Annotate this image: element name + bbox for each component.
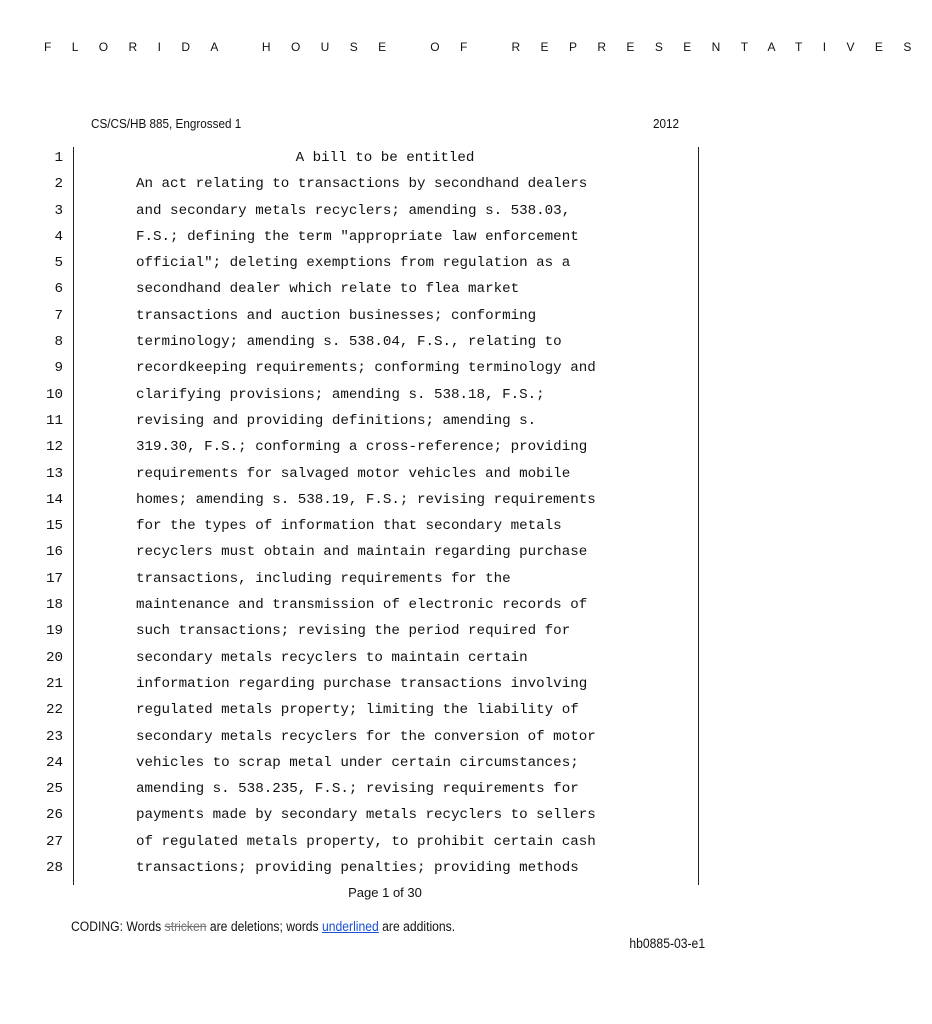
bill-line bbox=[0, 776, 770, 802]
line-number: 1 bbox=[54, 150, 63, 166]
line-text: clarifying provisions; amending s. 538.18, F.S.; bbox=[136, 386, 545, 403]
bill-line bbox=[0, 855, 770, 881]
bill-line bbox=[0, 566, 770, 592]
line-text: homes; amending s. 538.19, F.S.; revising requirements bbox=[136, 491, 596, 508]
line-text: official"; deleting exemptions from regulation as a bbox=[136, 255, 571, 272]
line-text: transactions, including requirements for the bbox=[136, 570, 511, 587]
coding-legend bbox=[71, 919, 455, 934]
line-number: 27 bbox=[45, 833, 63, 850]
line-number: 5 bbox=[54, 255, 63, 272]
bill-line bbox=[0, 697, 770, 723]
bill-line bbox=[0, 329, 770, 355]
bill-line bbox=[0, 618, 770, 644]
line-number: 15 bbox=[45, 518, 63, 535]
line-number: 7 bbox=[54, 307, 63, 324]
line-number: 11 bbox=[45, 412, 63, 429]
line-text: payments made by secondary metals recyclers to sellers bbox=[136, 807, 596, 824]
coding-suffix: are additions. bbox=[382, 919, 456, 934]
bill-line bbox=[0, 487, 770, 513]
line-text: recordkeeping requirements; conforming terminology and bbox=[136, 360, 596, 377]
line-text: amending s. 538.235, F.S.; revising requirements for bbox=[136, 781, 579, 798]
line-number: 3 bbox=[54, 202, 63, 219]
bill-line bbox=[0, 750, 770, 776]
line-number: 25 bbox=[45, 781, 63, 798]
line-number: 24 bbox=[45, 754, 63, 771]
bill-line bbox=[0, 671, 770, 697]
line-text: secondary metals recyclers to maintain certain bbox=[136, 649, 528, 666]
coding-underlined-link[interactable]: underlined bbox=[322, 919, 379, 934]
bill-line bbox=[0, 408, 770, 434]
bill-text bbox=[0, 145, 770, 881]
line-number: 22 bbox=[45, 702, 63, 719]
line-number: 21 bbox=[45, 675, 63, 692]
bill-line bbox=[0, 224, 770, 250]
bill-line bbox=[0, 355, 770, 381]
line-number: 28 bbox=[45, 860, 63, 877]
line-number: 18 bbox=[45, 597, 63, 614]
bill-line bbox=[0, 513, 770, 539]
bill-line bbox=[0, 276, 770, 302]
line-number: 4 bbox=[54, 228, 63, 245]
line-number: 12 bbox=[45, 439, 63, 456]
bill-line bbox=[0, 829, 770, 855]
bill-line bbox=[0, 461, 770, 487]
line-text: secondhand dealer which relate to flea market bbox=[136, 281, 520, 298]
chamber-header: FLORIDA HOUSE OF REPRESENTATIVES bbox=[44, 40, 932, 54]
line-text: vehicles to scrap metal under certain circumstances; bbox=[136, 754, 579, 771]
document-id: hb0885-03-e1 bbox=[629, 936, 705, 951]
line-number: 2 bbox=[54, 176, 63, 193]
line-number: 14 bbox=[45, 491, 63, 508]
line-text: maintenance and transmission of electronic records of bbox=[136, 597, 588, 614]
session-year: 2012 bbox=[653, 116, 680, 131]
line-text: such transactions; revising the period required for bbox=[136, 623, 571, 640]
bill-line bbox=[0, 724, 770, 750]
line-text: transactions and auction businesses; conforming bbox=[136, 307, 537, 324]
coding-middle: are deletions; words bbox=[209, 919, 319, 934]
line-number: 17 bbox=[45, 570, 63, 587]
bill-line bbox=[0, 592, 770, 618]
line-number: 20 bbox=[45, 649, 63, 666]
bill-line bbox=[0, 250, 770, 276]
bill-title: A bill to be entitled bbox=[295, 150, 475, 166]
line-number: 19 bbox=[45, 623, 63, 640]
page-number: Page 1 of 30 bbox=[348, 885, 422, 900]
line-text: transactions; providing penalties; providing methods bbox=[136, 860, 579, 877]
line-text: 319.30, F.S.; conforming a cross-reference; providing bbox=[136, 439, 588, 456]
bill-line bbox=[0, 802, 770, 828]
line-text: An act relating to transactions by secondhand dealers bbox=[136, 176, 588, 193]
bill-line bbox=[0, 434, 770, 460]
bill-line bbox=[0, 198, 770, 224]
line-number: 8 bbox=[54, 334, 63, 351]
line-number: 23 bbox=[45, 728, 63, 745]
bill-line bbox=[0, 145, 770, 171]
line-number: 6 bbox=[54, 281, 63, 298]
bill-identifier: CS/CS/HB 885, Engrossed 1 bbox=[91, 116, 242, 131]
line-text: terminology; amending s. 538.04, F.S., relating to bbox=[136, 334, 562, 351]
line-text: recyclers must obtain and maintain regarding purchase bbox=[136, 544, 588, 561]
line-number: 16 bbox=[45, 544, 63, 561]
line-number: 13 bbox=[45, 465, 63, 482]
bill-line bbox=[0, 382, 770, 408]
bill-line bbox=[0, 645, 770, 671]
bill-line bbox=[0, 539, 770, 565]
line-text: requirements for salvaged motor vehicles and mobile bbox=[136, 465, 571, 482]
line-text: secondary metals recyclers for the conversion of motor bbox=[136, 728, 596, 745]
line-text: information regarding purchase transactions involving bbox=[136, 675, 588, 692]
line-number: 10 bbox=[45, 386, 63, 403]
bill-line bbox=[0, 171, 770, 197]
line-number: 9 bbox=[54, 360, 63, 377]
coding-prefix: CODING: Words bbox=[71, 919, 162, 934]
line-text: regulated metals property; limiting the liability of bbox=[136, 702, 579, 719]
line-text: F.S.; defining the term "appropriate law enforcement bbox=[136, 228, 579, 245]
bill-line bbox=[0, 303, 770, 329]
line-text: for the types of information that secondary metals bbox=[136, 518, 562, 535]
line-text: of regulated metals property, to prohibit certain cash bbox=[136, 833, 596, 850]
line-text: revising and providing definitions; amending s. bbox=[136, 412, 537, 429]
line-number: 26 bbox=[45, 807, 63, 824]
line-text: and secondary metals recyclers; amending s. 538.03, bbox=[136, 202, 571, 219]
coding-stricken-sample: stricken bbox=[164, 919, 207, 934]
